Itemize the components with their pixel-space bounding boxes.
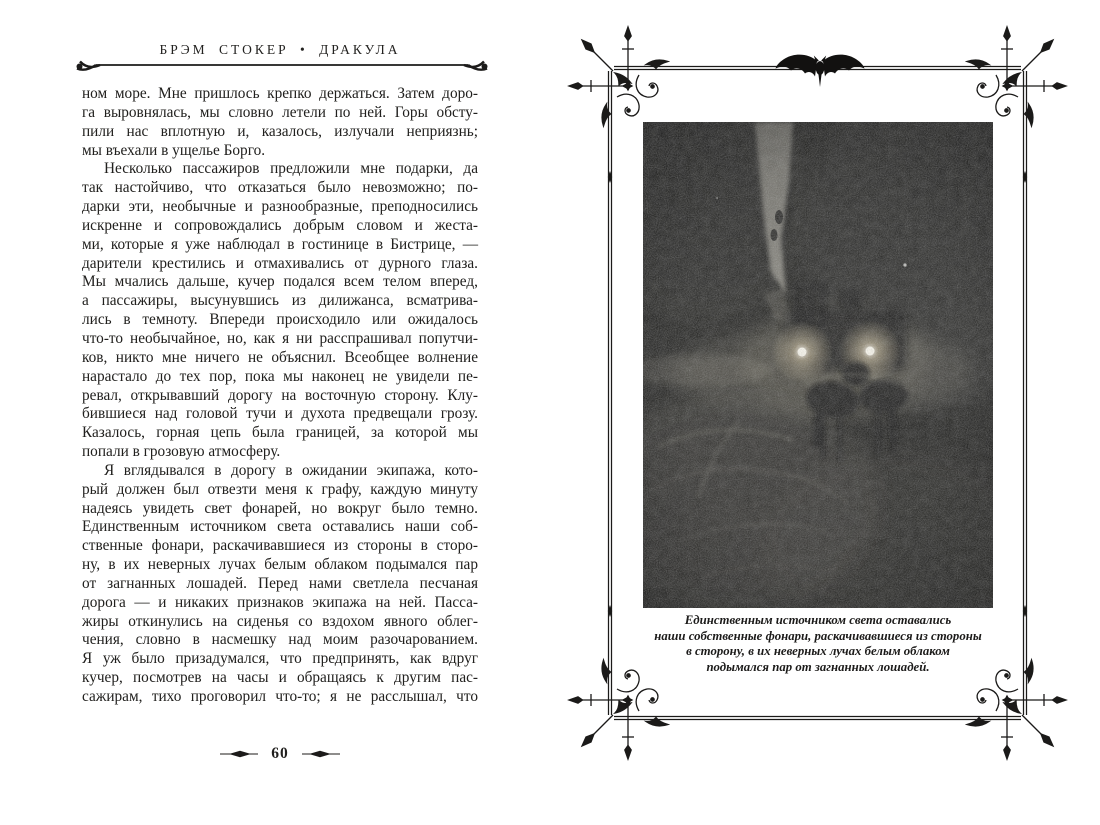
text-line: жиры откинулись на сиденья со вздохом явного облег- — [82, 612, 478, 630]
header-rule-ornament — [74, 56, 490, 74]
text-line: нарастало до тех пор, пока мы наконец не увидели пе- — [82, 367, 478, 385]
text-line: га выровнялась, мы словно летели по ней. Горы обсту- — [82, 103, 478, 121]
text-line: рый должен был отвезти меня к графу, каждую минуту — [82, 480, 478, 498]
text-line: искренне и сопровождались добрым словом и жеста- — [82, 216, 478, 234]
text-line: ственные фонари, раскачивавшиеся из стороны в сторо- — [82, 537, 478, 555]
running-head: БРЭМ СТОКЕР • ДРАКУЛА — [159, 42, 401, 57]
text-line: Я уж было призадумался, что предпринять, как вдруг — [82, 650, 478, 668]
bat-icon — [776, 55, 865, 87]
text-line: Единственным источником света оставались наши соб- — [82, 518, 478, 536]
page-number: 60 — [271, 745, 289, 762]
body-text — [82, 85, 478, 707]
text-line: ков, никто мне ничего не объяснил. Всеобщее волнение — [82, 348, 478, 366]
illustration — [643, 122, 993, 608]
text-line: пили нас вплотную и, казалось, излучали неприязнь; — [82, 122, 478, 140]
text-line: сажирам, тихо проговорил что-то; я не расслышал, что — [82, 688, 478, 705]
text-line: попали в грозовую атмосферу. — [82, 443, 281, 461]
text-line: что-то необычайное, но, как я ни расспрашивал попутчи- — [82, 329, 478, 347]
text-line: ном море. Мне пришлось крепко держаться. Затем доро- — [82, 85, 478, 102]
text-line: ревал, открывавший дорогу на восточную сторону. Клу- — [82, 386, 478, 404]
text-line: дарители крестились и отмахивались от дурного глаза. — [82, 254, 478, 272]
caption-line: наши собственные фонари, раскачивавшиеся из стороны — [654, 628, 982, 643]
text-line: бившиеся над головой тучи и духота предвещали грозу. — [82, 405, 478, 423]
text-line: дорога — и никаких признаков экипажа на ней. Пасса- — [82, 593, 478, 611]
text-line: надеясь увидеть свет фонарей, но вокруг было темно. — [82, 499, 478, 517]
caption-line: в сторону, в их неверных лучах белым облаком — [686, 644, 950, 659]
caption-line: Единственным источником света оставались — [684, 613, 952, 627]
text-line: Я вглядывался в дорогу в ожидании экипажа, кото- — [104, 461, 478, 479]
text-line: ну, в их неверных лучах белым облаком подымался пар — [82, 556, 478, 574]
text-line: дарки эти, необычные и разнообразные, преподносились — [82, 198, 478, 216]
text-line: Несколько пассажиров предложили мне подарки, да — [104, 160, 478, 178]
text-line: Мы мчались дальше, кучер подался всем телом вперед, — [82, 273, 478, 291]
page-number-row — [80, 745, 480, 763]
text-line: так настойчиво, что отказаться было невозможно; по- — [82, 179, 478, 197]
text-line: а пассажиры, высунувшись из дилижанса, всматрива- — [82, 292, 478, 310]
text-line: кучер, посмотрев на часы и обращаясь к другим пас- — [82, 669, 478, 687]
text-line: мы въехали в ущелье Борго. — [82, 141, 266, 159]
illustration-caption — [618, 613, 1018, 675]
text-line: лись в темноту. Впереди происходило или ожидалось — [82, 311, 478, 329]
caption-line: подымался пар от загнанных лошадей. — [706, 659, 930, 674]
folio-ornament-right — [302, 749, 340, 759]
text-line: от загнанных лошадей. Перед нами светлела песчаная — [82, 574, 478, 592]
folio-ornament-left — [220, 749, 258, 759]
text-line: ми, которые я уже наблюдал в гостинице в Бистрице, — — [82, 235, 478, 253]
text-line: Казалось, горная цепь была границей, за которой мы — [82, 424, 478, 442]
text-line: чения, словно в насмешку над моим разочарованием. — [82, 631, 478, 649]
